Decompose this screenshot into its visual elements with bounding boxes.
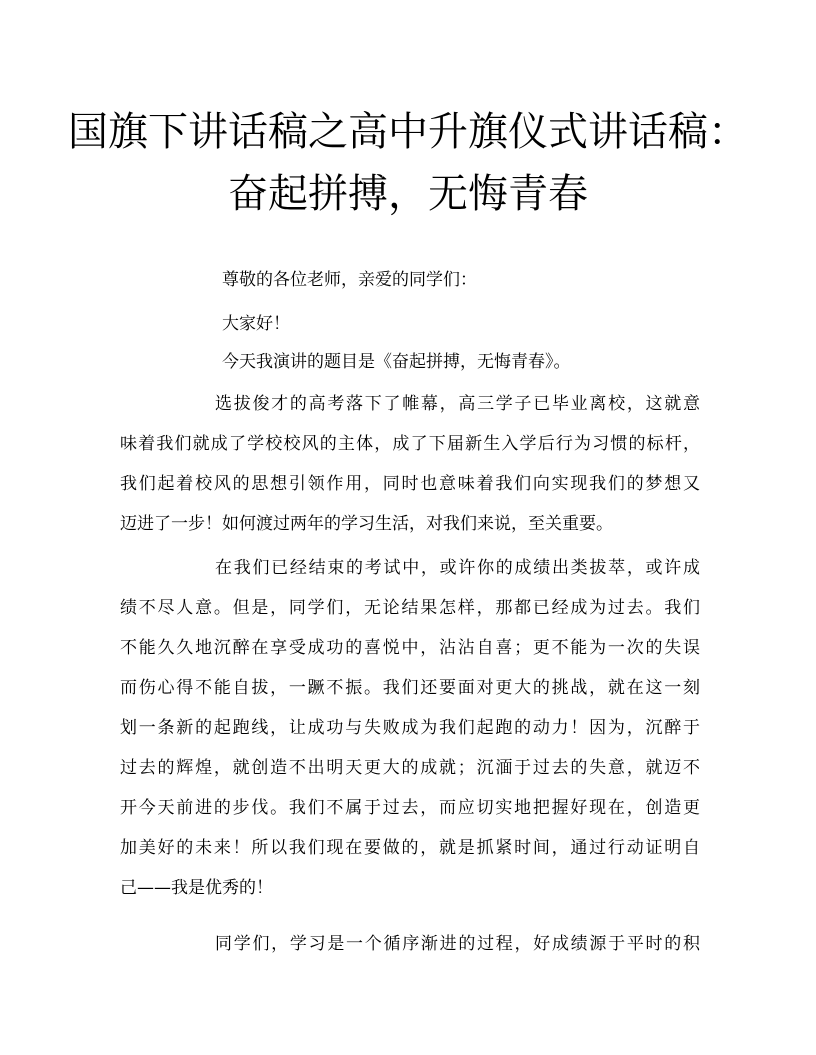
paragraph-2 xyxy=(120,556,700,916)
paragraph-line: 而伤心得不能自拔，一蹶不振。我们还要面对更大的挑战，就在这一刻 xyxy=(120,678,700,698)
paragraph-line: 绩不尽人意。但是，同学们，无论结果怎样，那都已经成为过去。我们 xyxy=(120,598,700,618)
paragraph-line: 同学们，学习是一个循序渐进的过程，好成绩源于平时的积 xyxy=(215,934,700,954)
paragraph-line: 加美好的未来！所以我们现在要做的，就是抓紧时间，通过行动证明自 xyxy=(120,838,700,858)
salutation: 尊敬的各位老师，亲爱的同学们： xyxy=(222,270,477,290)
paragraph-line: 在我们已经结束的考试中，或许你的成绩出类拔萃，或许成 xyxy=(215,558,700,578)
paragraph-line: 划一条新的起跑线，让成功与失败成为我们起跑的动力！因为，沉醉于 xyxy=(120,718,700,738)
paragraph-line: 我们起着校风的思想引领作用，同时也意味着我们向实现我们的梦想又 xyxy=(120,474,700,494)
document-title-line-2: 奋起拼搏，无悔青春 xyxy=(228,171,588,217)
paragraph-3 xyxy=(120,932,700,972)
paragraph-line: 迈进了一步！如何渡过两年的学习生活，对我们来说，至关重要。 xyxy=(120,514,613,534)
document-title-line-1: 国旗下讲话稿之高中升旗仪式讲话稿： xyxy=(68,109,748,155)
paragraph-line: 开今天前进的步伐。我们不属于过去，而应切实地把握好现在，创造更 xyxy=(120,798,700,818)
greeting: 大家好！ xyxy=(222,314,290,334)
paragraph-1 xyxy=(120,392,700,552)
paragraph-line: 己——我是优秀的！ xyxy=(120,878,273,898)
paragraph-line: 过去的辉煌，就创造不出明天更大的成就；沉湎于过去的失意，就迈不 xyxy=(120,758,700,778)
speech-topic: 今天我演讲的题目是《奋起拼搏，无悔青春》。 xyxy=(222,352,571,372)
paragraph-line: 味着我们就成了学校校风的主体，成了下届新生入学后行为习惯的标杆， xyxy=(120,434,700,454)
paragraph-line: 选拔俊才的高考落下了帷幕，高三学子已毕业离校，这就意 xyxy=(215,394,700,414)
paragraph-line: 不能久久地沉醉在享受成功的喜悦中，沾沾自喜；更不能为一次的失误 xyxy=(120,638,700,658)
